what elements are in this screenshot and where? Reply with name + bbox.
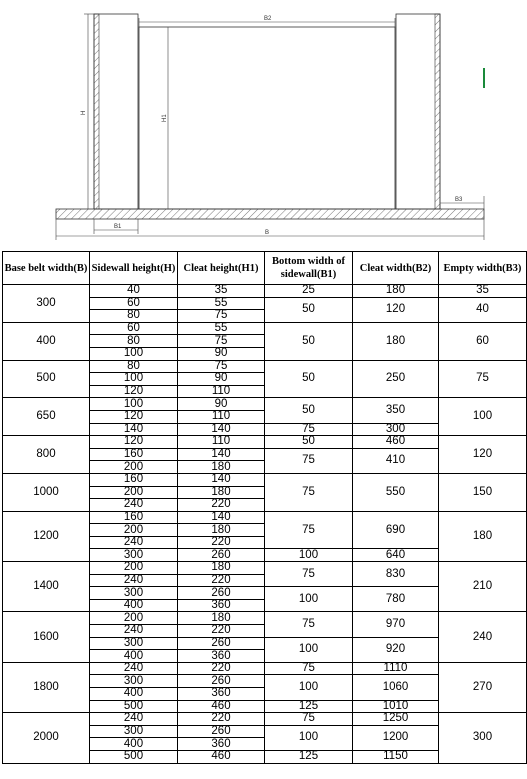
- sidewall-belt-spec-table: [2, 251, 527, 764]
- cleat-width-cell: 300: [353, 423, 439, 436]
- table-row: [3, 612, 527, 625]
- table-row: [3, 713, 527, 726]
- table-row: [3, 511, 527, 524]
- cleat-width-cell: 350: [353, 398, 439, 423]
- base-belt-width-cell: 1800: [3, 662, 90, 712]
- cleat-width-cell: 640: [353, 549, 439, 562]
- cleat-height-cell: 75: [178, 335, 265, 348]
- sidewall-height-cell: 60: [90, 297, 178, 310]
- cleat-height-cell: 220: [178, 536, 265, 549]
- cleat-width-cell: 690: [353, 511, 439, 549]
- cleat-height-cell: 260: [178, 637, 265, 650]
- sidewall-height-cell: 160: [90, 473, 178, 486]
- right-sidewall-corrugation: [435, 14, 440, 209]
- bottom-width-cell: 75: [265, 662, 353, 675]
- table-row: [3, 398, 527, 411]
- cleat-width-cell: 120: [353, 297, 439, 322]
- bottom-width-cell: 50: [265, 322, 353, 360]
- dimension-h1-label: H1: [162, 114, 168, 122]
- header-cleat-height: Cleat height(H1): [178, 252, 265, 285]
- cleat-height-cell: 220: [178, 499, 265, 512]
- sidewall-height-cell: 500: [90, 700, 178, 713]
- cleat-height-cell: 180: [178, 612, 265, 625]
- cleat-height-cell: 360: [178, 650, 265, 663]
- sidewall-height-cell: 240: [90, 625, 178, 638]
- sidewall-height-cell: 240: [90, 536, 178, 549]
- base-belt-width-cell: 1000: [3, 473, 90, 511]
- bottom-width-cell: 100: [265, 675, 353, 700]
- bottom-width-cell: 75: [265, 511, 353, 549]
- cleat-height-cell: 180: [178, 562, 265, 575]
- base-belt: [56, 209, 484, 219]
- table-row: [3, 562, 527, 575]
- cleat-width-cell: 970: [353, 612, 439, 637]
- cleat-height-cell: 360: [178, 738, 265, 751]
- dimension-b3-label: B3: [455, 197, 463, 203]
- cleat-height-cell: 55: [178, 322, 265, 335]
- cleat-height-cell: 460: [178, 700, 265, 713]
- sidewall-height-cell: 160: [90, 448, 178, 461]
- header-cleat-width: Cleat width(B2): [353, 252, 439, 285]
- sidewall-height-cell: 80: [90, 360, 178, 373]
- empty-width-cell: 300: [439, 713, 527, 763]
- sidewall-height-cell: 400: [90, 650, 178, 663]
- cleat-height-cell: 90: [178, 347, 265, 360]
- sidewall-height-cell: 240: [90, 574, 178, 587]
- cleat-height-cell: 360: [178, 599, 265, 612]
- empty-width-cell: 100: [439, 398, 527, 436]
- right-sidewall: [396, 14, 440, 209]
- bottom-width-cell: 125: [265, 750, 353, 763]
- header-empty-width: Empty width(B3): [439, 252, 527, 285]
- empty-width-cell: 120: [439, 436, 527, 474]
- cleat-height-cell: 90: [178, 398, 265, 411]
- cleat-width-cell: 180: [353, 322, 439, 360]
- sidewall-height-cell: 100: [90, 373, 178, 386]
- bottom-width-cell: 75: [265, 448, 353, 473]
- cleat-height-cell: 90: [178, 373, 265, 386]
- base-belt-width-cell: 300: [3, 285, 90, 323]
- cleat-width-cell: 1060: [353, 675, 439, 700]
- sidewall-height-cell: 200: [90, 486, 178, 499]
- bottom-width-cell: 100: [265, 587, 353, 612]
- cleat-width-cell: 1250: [353, 713, 439, 726]
- cleat-height-cell: 140: [178, 448, 265, 461]
- cleat-width-cell: 550: [353, 473, 439, 511]
- sidewall-height-cell: 40: [90, 285, 178, 298]
- table-row: [3, 360, 527, 373]
- cleat-width-cell: 830: [353, 562, 439, 587]
- header-sidewall-height: Sidewall height(H): [90, 252, 178, 285]
- sidewall-height-cell: 200: [90, 612, 178, 625]
- bottom-width-cell: 50: [265, 436, 353, 449]
- sidewall-height-cell: 140: [90, 423, 178, 436]
- sidewall-height-cell: 120: [90, 385, 178, 398]
- sidewall-height-cell: 240: [90, 713, 178, 726]
- sidewall-height-cell: 200: [90, 524, 178, 537]
- sidewall-height-cell: 400: [90, 688, 178, 701]
- sidewall-height-cell: 120: [90, 410, 178, 423]
- sidewall-height-cell: 400: [90, 599, 178, 612]
- bottom-width-cell: 100: [265, 637, 353, 662]
- cleat-width-cell: 1010: [353, 700, 439, 713]
- sidewall-height-cell: 500: [90, 750, 178, 763]
- bottom-width-cell: 50: [265, 297, 353, 322]
- dimension-h-label: H: [81, 110, 87, 115]
- dimension-b1-label: B1: [114, 224, 122, 230]
- bottom-width-cell: 100: [265, 549, 353, 562]
- sidewall-belt-cross-section-drawing: [0, 0, 527, 250]
- sidewall-height-cell: 300: [90, 587, 178, 600]
- cleat-height-cell: 180: [178, 461, 265, 474]
- empty-width-cell: 60: [439, 322, 527, 360]
- base-belt-width-cell: 1400: [3, 562, 90, 612]
- table-row: [3, 473, 527, 486]
- empty-width-cell: 35: [439, 285, 527, 298]
- bottom-width-cell: 125: [265, 700, 353, 713]
- left-sidewall: [94, 14, 138, 209]
- empty-width-cell: 75: [439, 360, 527, 398]
- cleat-height-cell: 180: [178, 486, 265, 499]
- base-belt-width-cell: 2000: [3, 713, 90, 763]
- bottom-width-cell: 75: [265, 423, 353, 436]
- empty-width-cell: 270: [439, 662, 527, 712]
- sidewall-height-cell: 240: [90, 499, 178, 512]
- table-row: [3, 436, 527, 449]
- cleat-height-cell: 140: [178, 423, 265, 436]
- cleat-height-cell: 110: [178, 410, 265, 423]
- sidewall-height-cell: 200: [90, 562, 178, 575]
- header-bottom-width-of-sidewall: Bottom width of sidewall(B1): [265, 252, 353, 285]
- dimension-b2-label: B2: [264, 16, 272, 22]
- header-base-belt-width: Base belt width(B): [3, 252, 90, 285]
- cleat-height-cell: 75: [178, 360, 265, 373]
- bottom-width-cell: 25: [265, 285, 353, 298]
- sidewall-height-cell: 400: [90, 738, 178, 751]
- sidewall-height-cell: 240: [90, 662, 178, 675]
- bottom-width-cell: 100: [265, 725, 353, 750]
- cleat-width-cell: 250: [353, 360, 439, 398]
- cleat-height-cell: 110: [178, 385, 265, 398]
- cleat-height-cell: 180: [178, 524, 265, 537]
- cleat-height-cell: 220: [178, 625, 265, 638]
- cleat-height-cell: 220: [178, 662, 265, 675]
- cleat-width-cell: 410: [353, 448, 439, 473]
- bottom-width-cell: 50: [265, 360, 353, 398]
- table-header-row: [3, 252, 527, 285]
- cleat-height-cell: 460: [178, 750, 265, 763]
- table-row: [3, 285, 527, 298]
- cleat-height-cell: 140: [178, 473, 265, 486]
- cleat-height-cell: 75: [178, 310, 265, 323]
- base-belt-width-cell: 800: [3, 436, 90, 474]
- cleat-width-cell: 460: [353, 436, 439, 449]
- base-belt-width-cell: 1200: [3, 511, 90, 561]
- cleat-height-cell: 140: [178, 511, 265, 524]
- cleat-width-cell: 180: [353, 285, 439, 298]
- cleat-width-cell: 780: [353, 587, 439, 612]
- cleat-height-cell: 220: [178, 574, 265, 587]
- dimension-b-label: B: [265, 230, 270, 236]
- cleat-height-cell: 260: [178, 549, 265, 562]
- cleat-width-cell: 920: [353, 637, 439, 662]
- table-row: [3, 322, 527, 335]
- sidewall-height-cell: 300: [90, 675, 178, 688]
- sidewall-height-cell: 60: [90, 322, 178, 335]
- cleat-height-cell: 110: [178, 436, 265, 449]
- cleat-height-cell: 360: [178, 688, 265, 701]
- cleat-width-cell: 1200: [353, 725, 439, 750]
- cleat-height-cell: 260: [178, 587, 265, 600]
- cleat-height-cell: 35: [178, 285, 265, 298]
- left-sidewall-corrugation: [94, 14, 99, 209]
- base-belt-width-cell: 650: [3, 398, 90, 436]
- empty-width-cell: 150: [439, 473, 527, 511]
- table-row: [3, 662, 527, 675]
- sidewall-height-cell: 100: [90, 347, 178, 360]
- sidewall-height-cell: 100: [90, 398, 178, 411]
- bottom-width-cell: 75: [265, 473, 353, 511]
- sidewall-height-cell: 200: [90, 461, 178, 474]
- sidewall-height-cell: 300: [90, 549, 178, 562]
- sidewall-height-cell: 300: [90, 637, 178, 650]
- green-mark: [483, 68, 485, 88]
- cleat-width-cell: 1150: [353, 750, 439, 763]
- cleat-height-cell: 260: [178, 675, 265, 688]
- sidewall-height-cell: 80: [90, 335, 178, 348]
- bottom-width-cell: 75: [265, 612, 353, 637]
- sidewall-height-cell: 120: [90, 436, 178, 449]
- cleat-width-cell: 1110: [353, 662, 439, 675]
- empty-width-cell: 180: [439, 511, 527, 561]
- base-belt-width-cell: 400: [3, 322, 90, 360]
- bottom-width-cell: 75: [265, 562, 353, 587]
- sidewall-height-cell: 300: [90, 725, 178, 738]
- sidewall-height-cell: 160: [90, 511, 178, 524]
- cleat-height-cell: 220: [178, 713, 265, 726]
- bottom-width-cell: 50: [265, 398, 353, 423]
- cleat-height-cell: 260: [178, 725, 265, 738]
- bottom-width-cell: 75: [265, 713, 353, 726]
- empty-width-cell: 210: [439, 562, 527, 612]
- base-belt-width-cell: 500: [3, 360, 90, 398]
- base-belt-width-cell: 1600: [3, 612, 90, 662]
- cleat: [139, 27, 395, 209]
- empty-width-cell: 40: [439, 297, 527, 322]
- sidewall-height-cell: 80: [90, 310, 178, 323]
- cleat-height-cell: 55: [178, 297, 265, 310]
- empty-width-cell: 240: [439, 612, 527, 662]
